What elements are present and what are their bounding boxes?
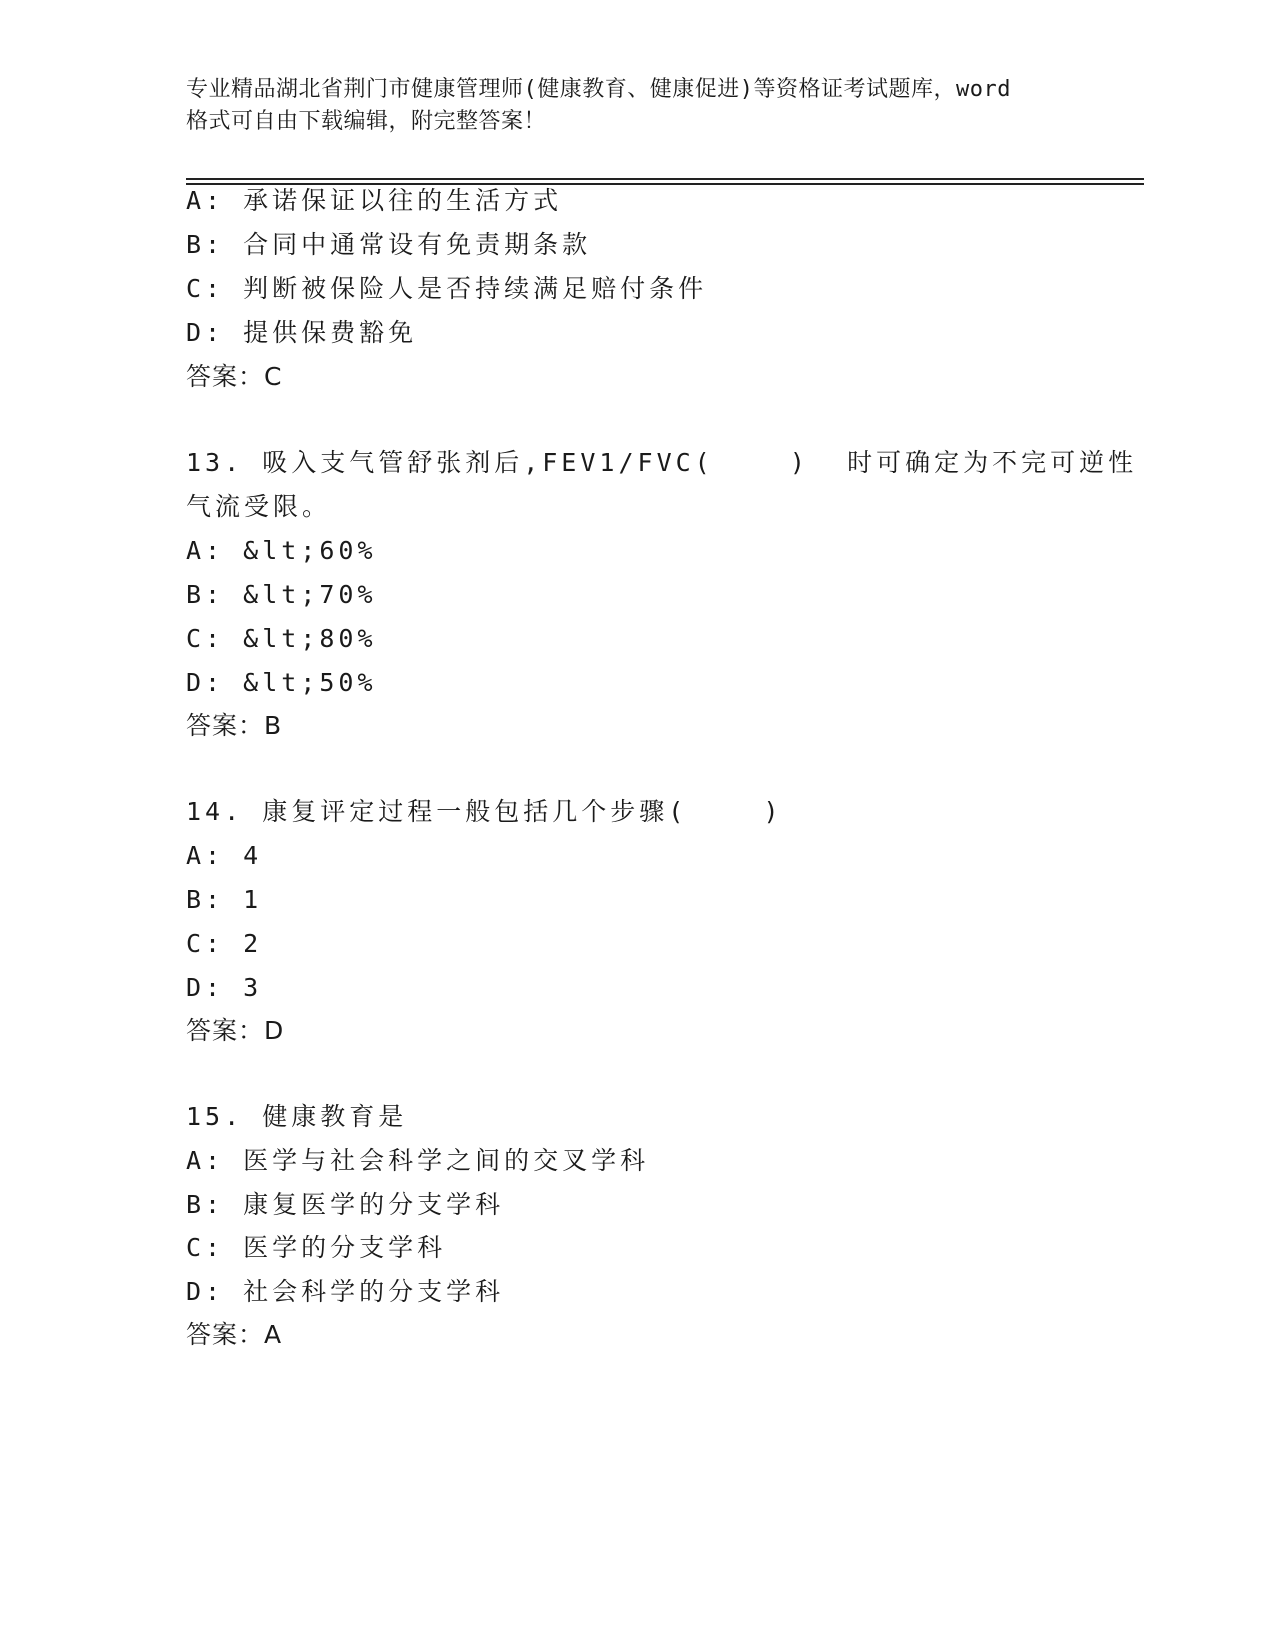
q12-option-a: A: 承诺保证以往的生活方式 xyxy=(186,186,563,215)
q12-option-b: B: 合同中通常设有免责期条款 xyxy=(186,230,592,259)
q13-option-c: C: &lt;80% xyxy=(186,624,377,653)
q15-stem-line-1: 15. 健康教育是 xyxy=(186,1102,408,1131)
document-header xyxy=(186,74,1086,138)
q15-option-c: C: 医学的分支学科 xyxy=(186,1233,447,1262)
q12-option-d: D: 提供保费豁免 xyxy=(186,318,418,347)
q12-answer: 答案：C xyxy=(186,362,283,391)
q13-stem-line-2: 气流受限。 xyxy=(186,492,332,521)
q15-option-b: B: 康复医学的分支学科 xyxy=(186,1190,505,1219)
q15-option-d: D: 社会科学的分支学科 xyxy=(186,1277,505,1306)
q13-option-a: A: &lt;60% xyxy=(186,536,377,565)
q12-option-c: C: 判断被保险人是否持续满足赔付条件 xyxy=(186,274,708,303)
header-line-2: 格式可自由下载编辑，附完整答案！ xyxy=(186,109,547,134)
q14-option-b: B: 1 xyxy=(186,885,263,914)
q14-option-d: D: 3 xyxy=(186,973,263,1002)
q13-option-b: B: &lt;70% xyxy=(186,580,377,609)
header-line-1: 专业精品湖北省荆门市健康管理师(健康教育、健康促进)等资格证考试题库，word xyxy=(186,77,1011,102)
q14-option-c: C: 2 xyxy=(186,929,263,958)
q14-option-a: A: 4 xyxy=(186,841,263,870)
header-divider-top xyxy=(186,178,1144,180)
q15-answer: 答案：A xyxy=(186,1320,283,1349)
q13-option-d: D: &lt;50% xyxy=(186,668,377,697)
q14-answer: 答案：D xyxy=(186,1016,285,1045)
q14-stem-line-1: 14. 康复评定过程一般包括几个步骤( ) xyxy=(186,797,783,826)
header-divider-bottom xyxy=(186,183,1144,185)
q13-answer: 答案：B xyxy=(186,711,283,740)
q13-stem-line-1: 13. 吸入支气管舒张剂后,FEV1/FVC( ) 时可确定为不完可逆性 xyxy=(186,448,1138,477)
q15-option-a: A: 医学与社会科学之间的交叉学科 xyxy=(186,1146,650,1175)
